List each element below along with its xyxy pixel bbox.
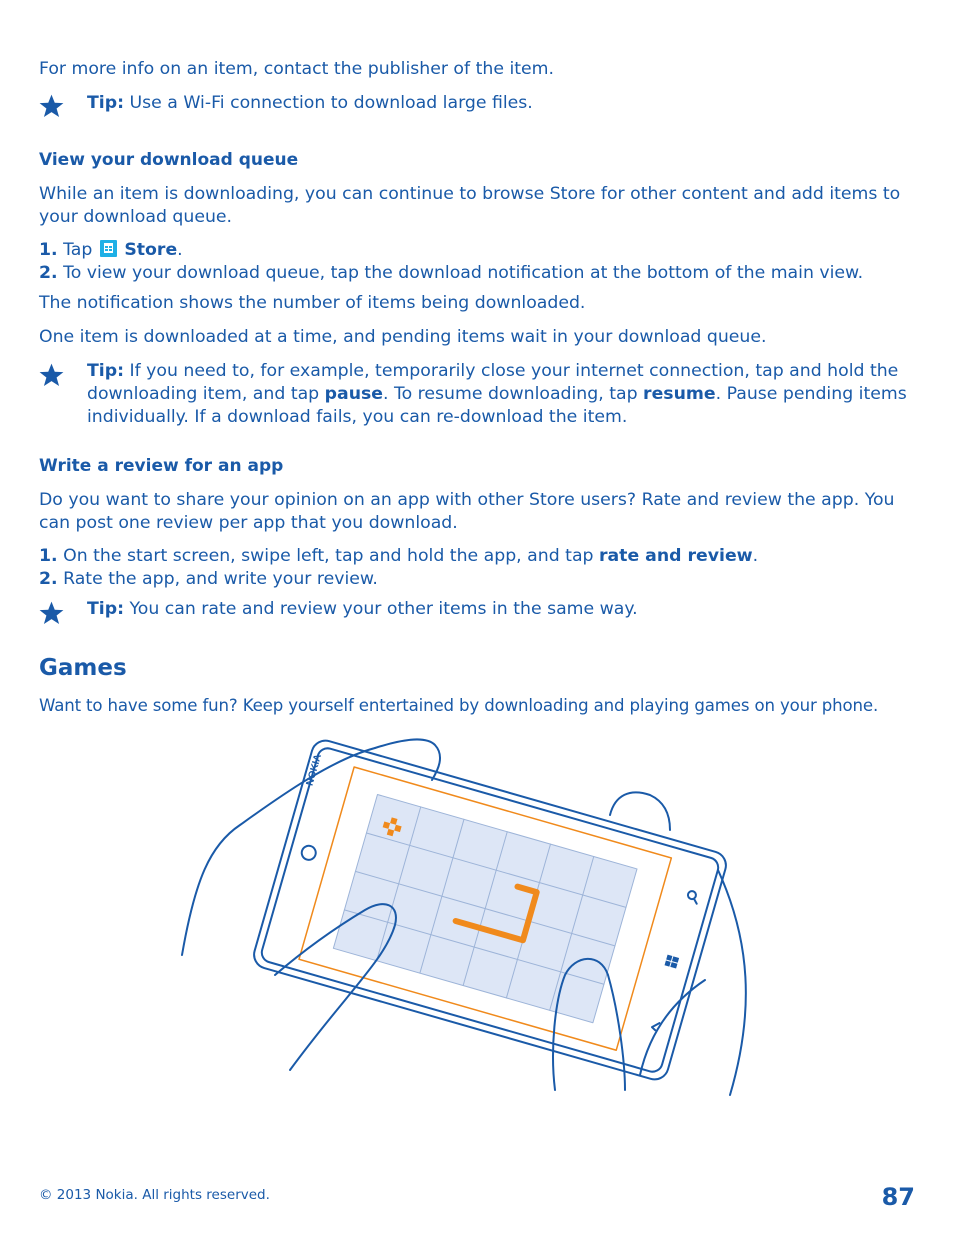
queue-para1-line2: your download queue. <box>39 207 233 227</box>
step-number: 1. <box>39 546 58 566</box>
review-para-line1: Do you want to share your opinion on an app with other Store users? Rate and review the app. You <box>39 490 895 510</box>
store-icon <box>100 240 117 257</box>
step-end: . <box>752 546 759 566</box>
right-arm-outline <box>718 870 746 1095</box>
pause-label: pause <box>324 384 383 404</box>
tip-label: Tip: <box>87 599 124 619</box>
tip-text: If you need to, for example, temporarily close your internet connection, tap and hold the <box>124 361 899 381</box>
queue-step-1 <box>39 239 919 262</box>
queue-para1-line1: While an item is downloading, you can continue to browse Store for other content and add items to <box>39 184 901 204</box>
step-text: To view your download queue, tap the download notification at the bottom of the main view. <box>57 263 864 283</box>
tip-pause-line2 <box>87 383 917 406</box>
games-para: Want to have some fun? Keep yourself entertained by downloading and playing games on your phone. <box>39 696 879 715</box>
heading-write-review: Write a review for an app <box>39 456 284 476</box>
review-step-1 <box>39 545 919 568</box>
queue-para2: The notification shows the number of items being downloaded. <box>39 293 586 313</box>
star-icon <box>38 600 65 626</box>
tip-wifi <box>87 92 917 115</box>
queue-para3: One item is downloaded at a time, and pending items wait in your download queue. <box>39 327 767 347</box>
step-number: 2. <box>39 569 58 589</box>
star-icon <box>38 362 65 388</box>
tip-label: Tip: <box>87 361 124 381</box>
tip-text: . To resume downloading, tap <box>383 384 644 404</box>
windows-icon <box>665 955 680 969</box>
star-icon <box>38 93 65 119</box>
page-number: 87 <box>881 1183 915 1211</box>
review-step-2 <box>39 568 919 591</box>
tip-text: . Pause pending items <box>715 384 907 404</box>
phone-brand: NOKIA <box>304 753 325 788</box>
game-phone-illustration <box>170 730 770 1100</box>
intro-text: For more info on an item, contact the publisher of the item. <box>39 59 554 79</box>
resume-label: resume <box>643 384 716 404</box>
search-icon <box>687 890 697 900</box>
rate-review-label: rate and review <box>599 546 753 566</box>
queue-step-2 <box>39 262 919 285</box>
tip-rate-items <box>87 598 917 621</box>
tip-pause-line1 <box>87 360 917 383</box>
heading-games: Games <box>39 655 127 681</box>
heading-download-queue: View your download queue <box>39 150 299 170</box>
left-thumb-top <box>375 739 440 780</box>
step-text: Tap <box>57 240 98 260</box>
step-text: Rate the app, and write your review. <box>57 569 378 589</box>
step-text: On the start screen, swipe left, tap and hold the app, and tap <box>57 546 599 566</box>
review-para-line2: can post one review per app that you download. <box>39 513 458 533</box>
tip-text: downloading item, and tap <box>87 384 325 404</box>
camera-icon <box>300 844 317 861</box>
step-end: . <box>177 240 183 260</box>
tip-text: You can rate and review your other items in the same way. <box>124 599 638 619</box>
tip-label: Tip: <box>87 93 124 113</box>
tip-text: Use a Wi-Fi connection to download large files. <box>124 93 533 113</box>
tip-pause-line3: individually. If a download fails, you can re-download the item. <box>87 407 628 427</box>
step-number: 2. <box>39 263 58 283</box>
step-number: 1. <box>39 240 58 260</box>
footer-copyright: © 2013 Nokia. All rights reserved. <box>39 1187 270 1203</box>
store-label: Store <box>124 240 178 260</box>
